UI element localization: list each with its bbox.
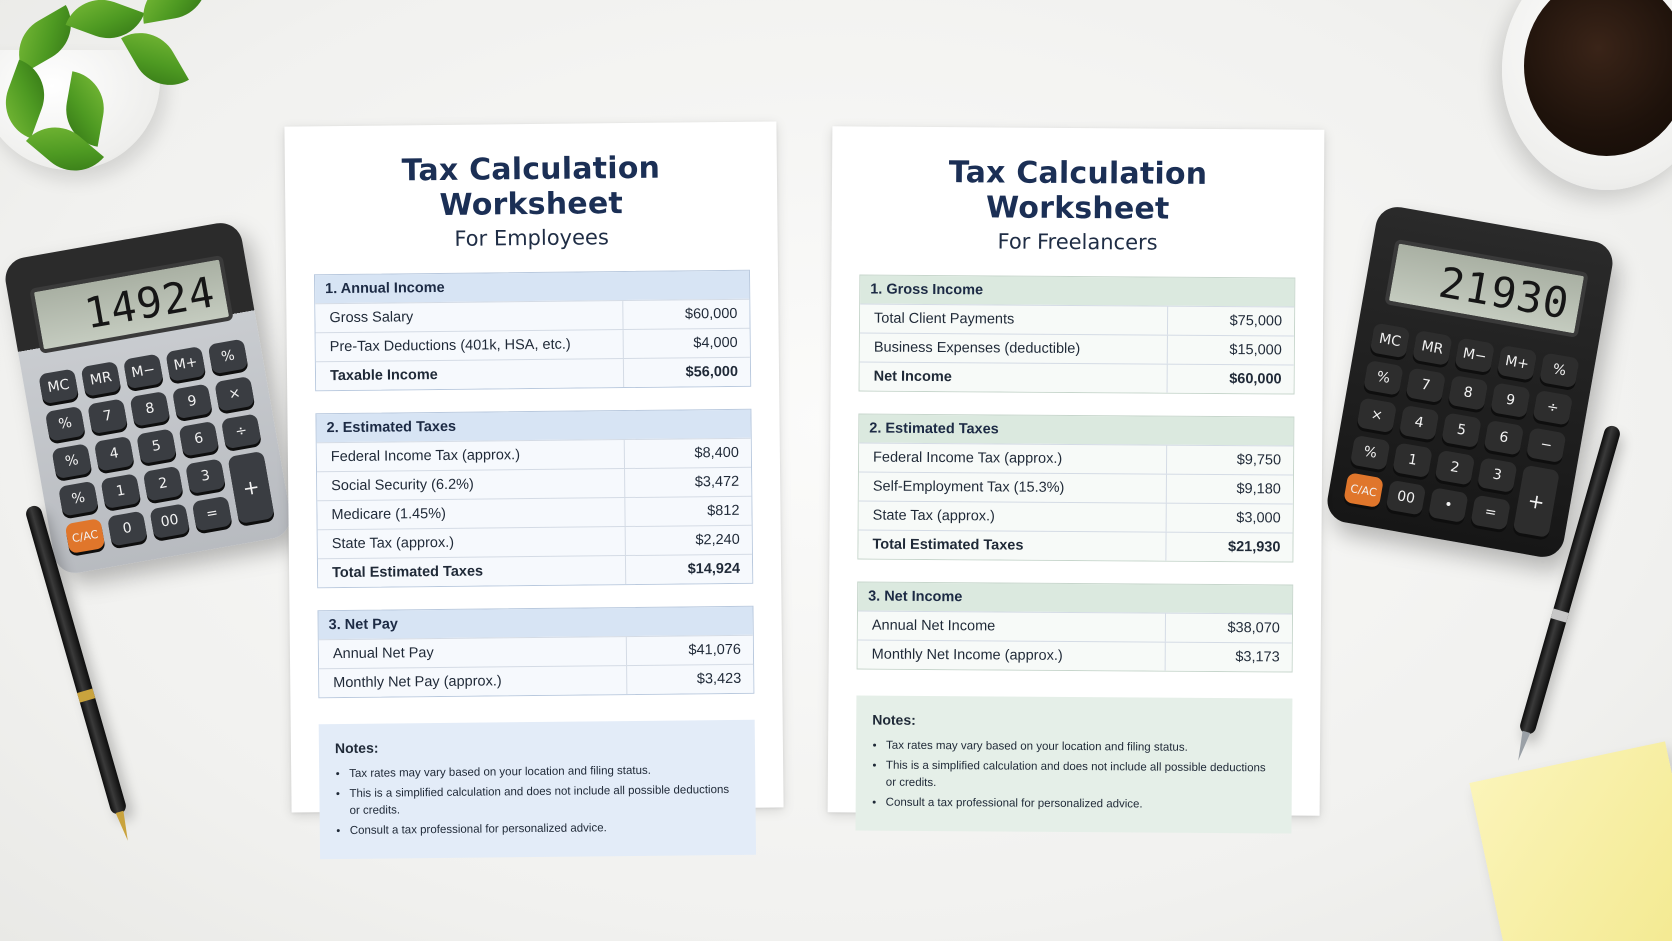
table-row	[318, 525, 752, 559]
row-label: Total Estimated Taxes	[318, 556, 626, 587]
calculator-key: 6	[1484, 420, 1525, 456]
calculator-display: 14924	[29, 255, 233, 354]
row-value: $15,000	[1229, 342, 1282, 359]
row-value: $9,180	[1236, 481, 1281, 498]
calculator-key: %	[208, 339, 249, 375]
calculator-key: MR	[81, 361, 122, 397]
calculator-key: 8	[130, 391, 171, 427]
calculator-keypad	[38, 339, 274, 554]
note-item: • This is a simplified calculation and does not include all possible deductions or credits.	[349, 781, 739, 821]
worksheet-employees	[284, 121, 783, 838]
row-value: $38,070	[1227, 620, 1280, 637]
calculator-key: +	[227, 451, 274, 524]
calculator-key: 00	[1386, 480, 1427, 516]
row-label: Monthly Net Income (approx.)	[858, 640, 1166, 670]
calculator-key: =	[1470, 495, 1511, 531]
row-label: Annual Net Pay	[319, 637, 627, 668]
worksheet-title: Tax Calculation Worksheet	[401, 150, 661, 223]
calculator-key: 1	[1392, 442, 1433, 478]
table-row	[317, 438, 751, 472]
calculator-key: %	[1539, 352, 1580, 388]
table-row-total	[860, 361, 1294, 393]
calculator-key: 7	[87, 398, 128, 434]
section-net-income	[857, 581, 1294, 672]
table-row-total	[316, 357, 750, 391]
section-net-pay	[317, 606, 754, 699]
table-row	[859, 471, 1293, 503]
row-value: $75,000	[1229, 313, 1283, 330]
row-label: Total Estimated Taxes	[858, 530, 1166, 560]
notes-list	[872, 737, 1277, 815]
table-row	[319, 664, 753, 698]
calculator-key: %	[58, 481, 99, 517]
calculator-key: 4	[1399, 405, 1440, 441]
section-estimated-taxes	[857, 413, 1294, 562]
calculator-key: M−	[123, 354, 164, 390]
notes-title: Notes:	[334, 739, 379, 757]
table-row	[858, 610, 1292, 642]
table-row	[859, 442, 1293, 474]
row-label: State Tax (approx.)	[859, 501, 1167, 531]
leaf	[137, 0, 213, 24]
calculator-key: 8	[1448, 375, 1489, 411]
calculator-key: 2	[143, 466, 184, 502]
coffee	[1524, 0, 1672, 156]
calculator-key: 7	[1405, 367, 1446, 403]
section-heading: 2. Estimated Taxes	[859, 414, 1293, 445]
section-gross-income	[859, 274, 1296, 394]
calculator-key: ÷	[221, 413, 262, 449]
calculator-key: ×	[214, 376, 255, 412]
row-label: Business Expenses (deductible)	[860, 333, 1168, 363]
calculator-key: +	[1513, 465, 1560, 538]
section-heading: 2. Estimated Taxes	[316, 410, 750, 443]
calculator-key: =	[192, 496, 233, 532]
calculator-key: %	[1363, 360, 1404, 396]
calculator-key: C/AC	[65, 518, 106, 554]
calculator-key: MR	[1412, 330, 1453, 366]
calculator-key: C/AC	[1343, 472, 1384, 508]
calculator-key: −	[1526, 427, 1567, 463]
row-value: $3,423	[696, 670, 742, 688]
row-value: $3,000	[1236, 510, 1281, 527]
potted-plant	[0, 0, 220, 200]
notes-box	[319, 720, 756, 859]
table-row	[860, 303, 1294, 335]
section-heading: 1. Annual Income	[315, 271, 749, 304]
calculator-key: MC	[38, 368, 79, 404]
row-value: $56,000	[685, 363, 739, 381]
table-row	[860, 332, 1294, 364]
calculator-display: 21930	[1384, 239, 1588, 338]
notes-list	[335, 762, 740, 841]
calculator-key: 6	[179, 421, 220, 457]
table-row	[319, 635, 753, 669]
worksheet-subtitle: For Employees	[454, 225, 609, 251]
table-row-total	[858, 529, 1292, 561]
calculator-key: MC	[1370, 323, 1411, 359]
notes-box	[855, 695, 1292, 833]
row-label: Taxable Income	[316, 359, 624, 390]
calculator-key: 1	[100, 473, 141, 509]
calculator-key: 2	[1435, 450, 1476, 486]
section-heading: 3. Net Pay	[318, 607, 752, 640]
row-value: $41,076	[688, 641, 742, 659]
section-heading: 3. Net Income	[858, 582, 1292, 613]
worksheet-subtitle: For Freelancers	[997, 229, 1158, 255]
calculator-key: M+	[1497, 345, 1538, 381]
row-label: Social Security (6.2%)	[317, 469, 625, 500]
row-label: Self-Employment Tax (15.3%)	[859, 472, 1167, 502]
row-label: Gross Salary	[315, 301, 623, 332]
calculator-key: 4	[94, 436, 135, 472]
calculator-key: 9	[1490, 382, 1531, 418]
worksheet-freelancers	[828, 126, 1325, 815]
row-value: $2,240	[695, 531, 740, 549]
row-label: State Tax (approx.)	[318, 527, 626, 558]
calculator-key: %	[51, 443, 92, 479]
row-value: $60,000	[1229, 371, 1282, 388]
row-value: $21,930	[1227, 539, 1281, 556]
calculator-key: 3	[185, 458, 226, 494]
calculator-key: 3	[1477, 457, 1518, 493]
calculator-key: ×	[1356, 397, 1397, 433]
table-row	[317, 496, 751, 530]
calculator-key: M−	[1454, 338, 1495, 374]
row-label: Pre-Tax Deductions (401k, HSA, etc.)	[316, 330, 624, 361]
note-item: • Consult a tax professional for personalized advice.	[350, 819, 740, 841]
calculator-key: 00	[149, 503, 190, 539]
row-value: $9,750	[1236, 452, 1282, 469]
table-row	[315, 299, 749, 333]
row-value: $14,924	[687, 560, 741, 578]
calculator-key: %	[1350, 435, 1391, 471]
calculator-key: ÷	[1532, 390, 1573, 426]
table-row	[317, 467, 751, 501]
calculator-key: 9	[172, 383, 213, 419]
section-annual-income	[314, 270, 751, 392]
note-item: • Consult a tax professional for personalized advice.	[886, 795, 1276, 816]
calculator-key: 0	[107, 511, 148, 547]
table-row	[316, 328, 750, 362]
row-value: $8,400	[694, 444, 739, 462]
notes-title: Notes:	[872, 711, 916, 728]
calculator-key: 5	[136, 428, 177, 464]
section-estimated-taxes	[315, 409, 753, 589]
note-item: • Tax rates may vary based on your location and filing status.	[349, 762, 739, 784]
table-row	[858, 639, 1292, 671]
calculator-key: %	[45, 406, 86, 442]
row-label: Federal Income Tax (approx.)	[859, 443, 1167, 473]
calculator-keypad	[1343, 323, 1579, 538]
row-label: Total Client Payments	[860, 304, 1168, 334]
note-item: • This is a simplified calculation and does not include all possible deductions or credits.	[886, 757, 1276, 795]
row-value: $4,000	[693, 334, 738, 352]
note-item: • Tax rates may vary based on your location and filing status.	[886, 737, 1276, 758]
row-value: $3,472	[694, 473, 740, 491]
calculator-key: •	[1428, 487, 1469, 523]
worksheet-title: Tax Calculation Worksheet	[948, 155, 1208, 227]
row-label: Medicare (1.45%)	[317, 498, 625, 529]
row-label: Federal Income Tax (approx.)	[317, 440, 625, 471]
table-row-total	[318, 554, 752, 588]
table-row	[859, 500, 1293, 532]
calculator-key: M+	[165, 346, 206, 382]
row-label: Net Income	[860, 362, 1168, 392]
row-value: $812	[707, 502, 740, 520]
section-heading: 1. Gross Income	[860, 275, 1294, 306]
row-value: $3,173	[1235, 649, 1280, 666]
calculator-key: 5	[1441, 412, 1482, 448]
row-label: Monthly Net Pay (approx.)	[319, 666, 627, 697]
row-label: Annual Net Income	[858, 611, 1166, 641]
row-value: $60,000	[684, 305, 738, 323]
